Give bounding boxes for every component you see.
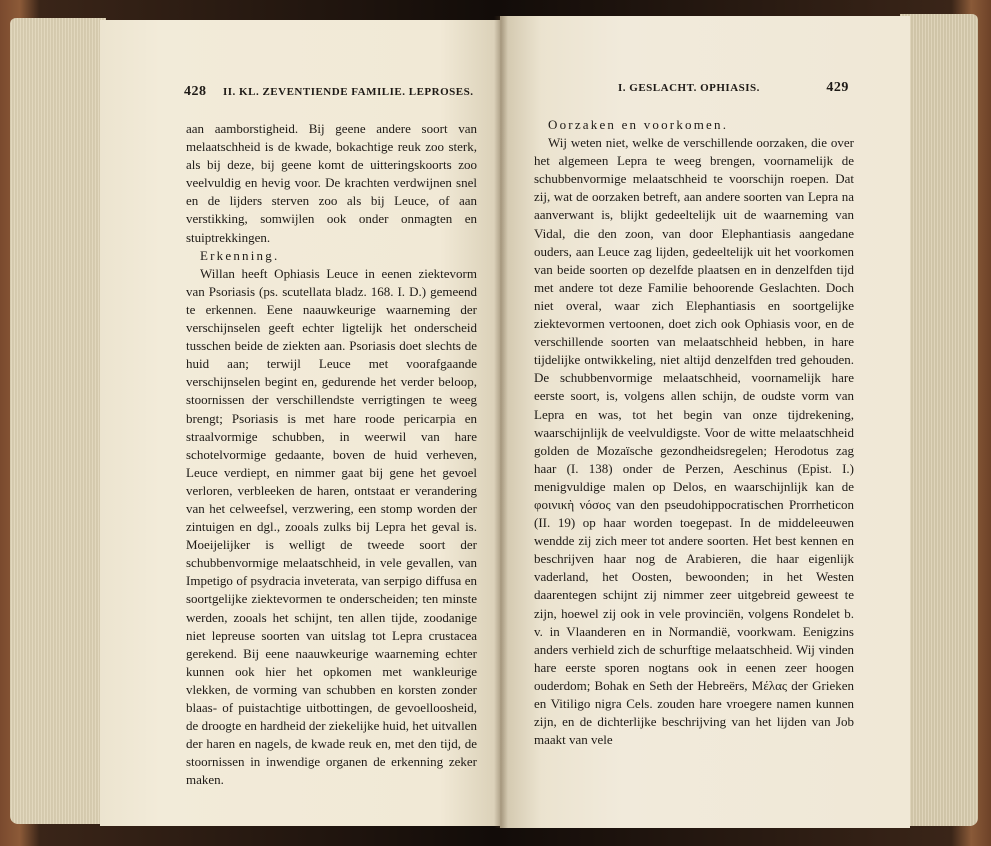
paragraph: Wij weten niet, welke de verschillende oorzaken, die over het algemeen Lepra te weeg brengen, voornamelijk de schubbenvormige melaatschheid te voorschijn roepen. Dat zij, wat de oorzaken betreft, aan andere soorten van Lepra na aanverwant is, blijkt gedeeltelijk uit de waarneming van Vidal, die den zoon, van door Elephantiasis aangedane ouders, aan Leuce zag lijden, gedeeltelijk uit het voorkomen van beide soorten op dezelfde plaatsen en in denzelfden tijd met andere tot deze Familie behoorende Geslachten. Doch niet overal, waar zich Elephantiasis en soortgelijke ziektevormen vertoonen, doet zich ook Ophiasis voor, en de verschillende soorten van melaatschheid hebben, in hare tijdelijke ontwikkeling, niet altijd denzelfden tred gehouden. De schubbenvormige melaatschheid, voornamelijk hare eerste soort, is, volgens allen schijn, de oudste vorm van Lepra en was, tot het begin van onze tijdrekening, waarschijnlijk de veelvuldigste. Voor de witte melaatschheid golden de Mozaïsche gezondheidsregelen; Herodotus zag haar (I. 138) onder de Perzen, Aeschinus (Epist. I.) menigvuldige malen op Delos, en waarschijnlijk kan de φοινικὴ νόσος van den pseudohippocratischen Prorrheticon (II. 19) op haar worden toegepast. In de middeleeuwen wendde zij zich meer tot andere soorten. Het best kennen en beschrijven haar nog de Arabieren, die haar eigenlijk vaderland, het Oosten, bewoonden; in het Westen daarentegen schijnt zij nimmer zeer uitgebreid geweest te zijn, hoewel zij ook in vele provinciën, volgens Rondelet b. v. in Vlaanderen en in Normandië, voorkwam. Eenigzins anders verhield zich de schurftige melaatschheid. Wij vinden hare eerste sporen nogtans ook in eenen zeer hoogen ouderdom; Bohak en Seth der Hebreërs, Μέλας der Grieken en Vitiligo nigra Cels. zouden hare vroegere namen kunnen zijn, en de dichterlijke beschrijving van het lijden van Job maakt van vele	[534, 135, 854, 748]
page-edges-left	[10, 18, 106, 824]
paragraph: Willan heeft Ophiasis Leuce in eenen ziektevorm van Psoriasis (ps. scutellata bladz. 168. I. D.) gemeend te erkennen. Eene naauwkeurige waarneming der verschijnselen geeft echter ligtelijk het onderscheid tusschen beide de ziekten aan. Psoriasis doet slechts de huid aan; terwijl Leuce met voorafgaande verschijnselen begint en, gedurende het verder beloop, stoornissen der verschillendste verrigtingen te weeg brengt; Psoriasis is met hare roode pericarpia en straalvormige schubben, in weerwil van hare schotelvormige gedaante, boven de huid verheven, Leuce verdiept, en nimmer gaat bij gene het gevoel verloren, verbleeken de haren, ontstaat er verandering van het celweefsel, verzwering, een stomp worden der zintuigen en dgl., zooals zulks bij Lepra het geval is. Moeijelijker is welligt de tweede soort der schubbenvormige melaatschheid, in vele gevallen, van Impetigo of psydracia inveterata, van serpigo diffusa en soortgelijke ziektevormen te onderscheiden; ten minste werden, zooals het schijnt, ten allen tijde, zoodanige niet lepreuse soorten van uitslag tot Lepra crustacea gerekend. Bij eene naauwkeurige waarneming echter kunnen ook hier het opkomen met wankleurige vlekken, de vorming van schubben en korsten zonder blaas- of puistachtige uitbottingen, de gevoelloosheid, de droogte en hardheid der ziekelijke huid, het uitvallen der haren en nagels, de kwade reuk en, met den tijd, de stoornissen in inwendige organen de erkenning zeker maken.	[186, 265, 477, 788]
left-page	[100, 20, 500, 826]
right-running-header	[618, 80, 864, 96]
left-page-text	[186, 120, 477, 789]
right-page-number: 429	[826, 80, 849, 95]
section-heading: Oorzaken en voorkomen.	[548, 117, 729, 132]
right-page-text	[534, 116, 854, 749]
left-running-header	[184, 84, 484, 100]
book-gutter	[494, 16, 508, 828]
paragraph: aan aamborstigheid. Bij geene andere soort van melaatschheid is de kwade, bokachtige reuk zoo sterk, als bij deze, bij geene komt de uitteringskoorts zoo veelvuldig en hevig voor. De krachten verdwijnen snel en de lijders sterven zoo als bij Leuce, of aan verstikking, somwijlen ook onder onmagten en stuiptrekkingen.	[186, 121, 477, 245]
left-page-number: 428	[184, 84, 207, 99]
left-running-head: II. KL. ZEVENTIENDE FAMILIE. LEPROSES.	[223, 86, 474, 98]
section-heading: Erkenning.	[200, 247, 280, 263]
right-running-head: I. GESLACHT. OPHIASIS.	[618, 82, 760, 94]
page-edges-right	[900, 14, 978, 826]
right-page	[500, 16, 910, 828]
